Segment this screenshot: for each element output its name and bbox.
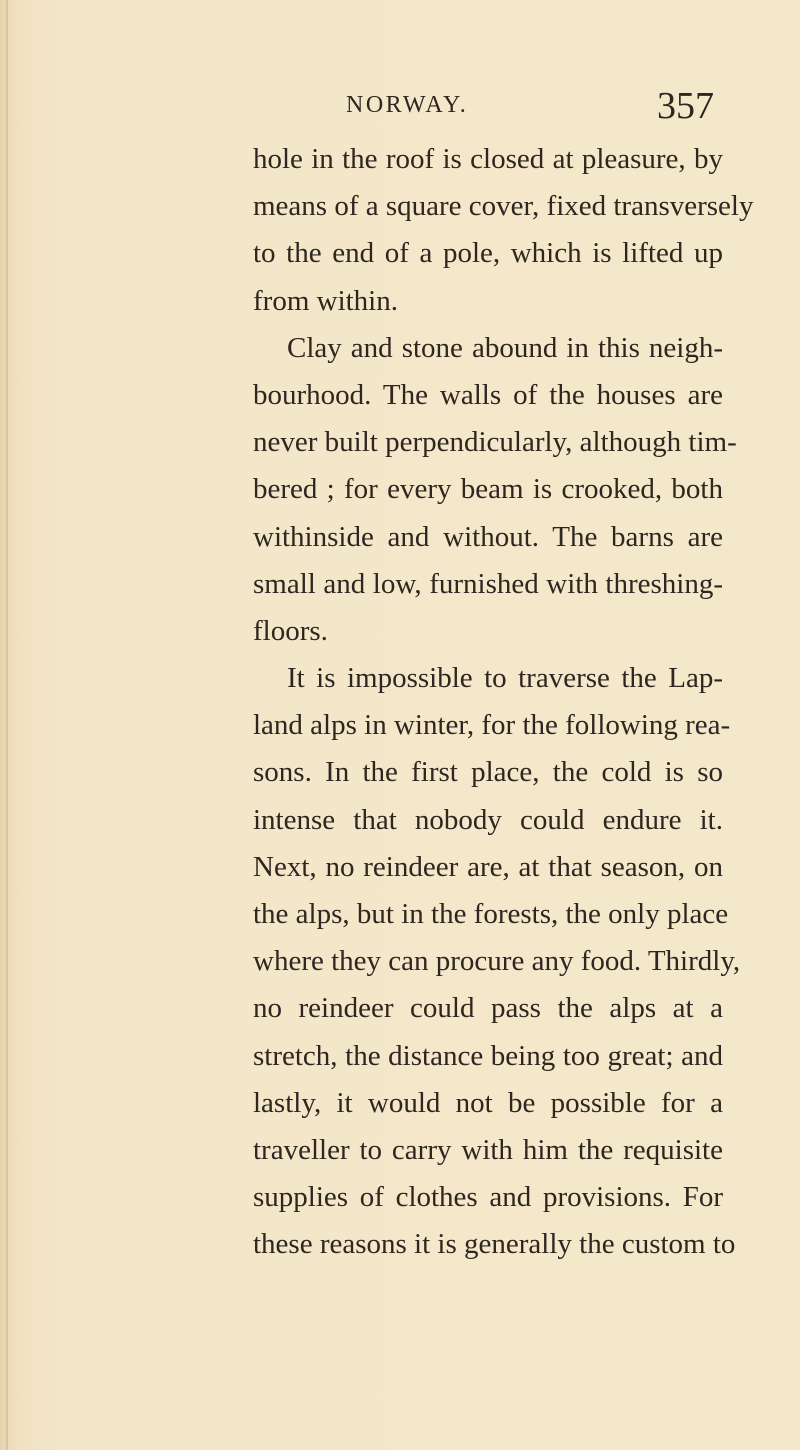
- text-line: never built perpendicularly, although tim-: [253, 426, 737, 459]
- text-line: Next, no reindeer are, at that season, on: [253, 850, 723, 883]
- text-line: intense that nobody could endure it.: [253, 803, 723, 836]
- page-gutter: [6, 0, 8, 1450]
- text-line: stretch, the distance being too great; and: [253, 1039, 723, 1072]
- text-line: bered ; for every beam is crooked, both: [253, 473, 723, 506]
- text-line: these reasons it is generally the custom to: [253, 1228, 736, 1261]
- paragraph-start-line: It is impossible to traverse the Lap-: [287, 662, 723, 695]
- text-line: supplies of clothes and provisions. For: [253, 1181, 723, 1214]
- text-line: land alps in winter, for the following rea-: [253, 709, 731, 742]
- page-number: 357: [657, 85, 714, 127]
- text-line: small and low, furnished with threshing-: [253, 567, 723, 600]
- text-line: traveller to carry with him the requisite: [253, 1133, 723, 1166]
- running-head: [258, 86, 714, 130]
- text-line: the alps, but in the forests, the only place: [253, 898, 729, 930]
- text-line: sons. In the first place, the cold is so: [253, 756, 723, 789]
- text-line: floors.: [253, 614, 328, 647]
- text-line: lastly, it would not be possible for a: [253, 1086, 723, 1119]
- paragraph-start-line: Clay and stone abound in this neigh-: [287, 331, 723, 364]
- text-line: to the end of a pole, which is lifted up: [253, 237, 723, 270]
- text-line: withinside and without. The barns are: [253, 520, 723, 553]
- text-line: means of a square cover, fixed transversely: [253, 190, 754, 223]
- running-head-title: NORWAY.: [346, 92, 469, 118]
- text-line: from within.: [253, 284, 398, 317]
- text-line: no reindeer could pass the alps at a: [253, 992, 723, 1025]
- body-text: [253, 136, 754, 1269]
- text-line: hole in the roof is closed at pleasure, by: [253, 143, 723, 175]
- text-line: bourhood. The walls of the houses are: [253, 378, 723, 411]
- text-line: where they can procure any food. Thirdly,: [253, 945, 741, 978]
